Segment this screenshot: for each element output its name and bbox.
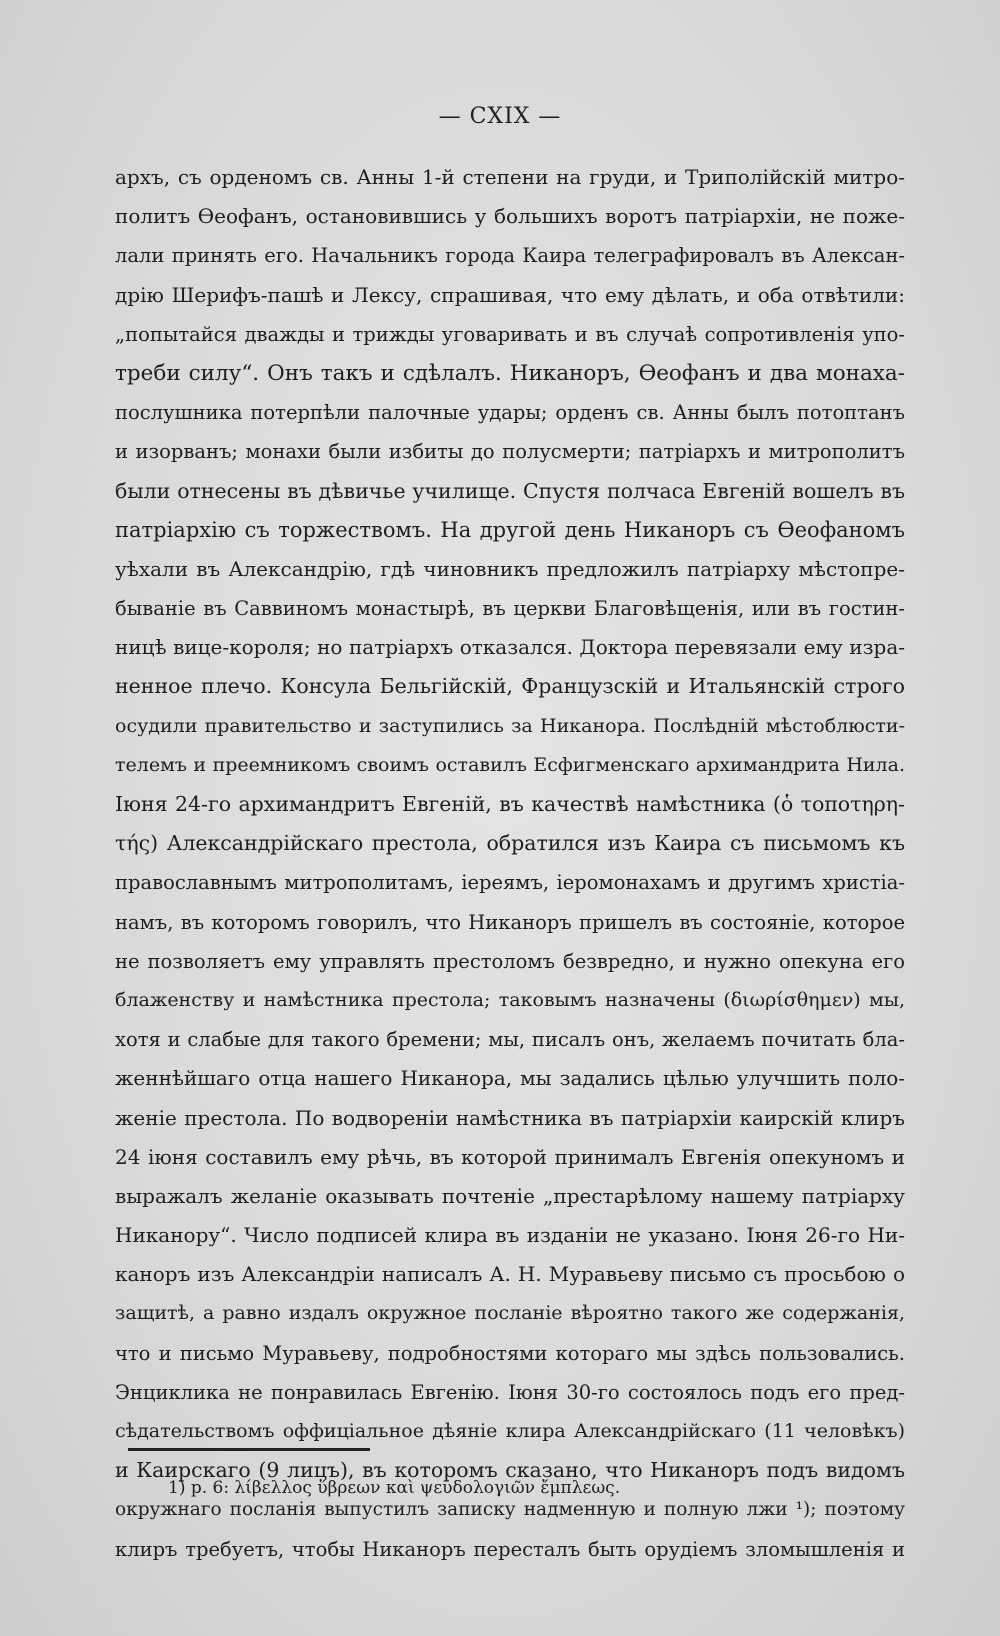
text-line: бываніе въ Саввиномъ монастырѣ, въ церкви Благовѣщенія, или въ гостин- [115,597,905,621]
text-line: архъ, съ орденомъ св. Анны 1-й степени на груди, и Триполійскій митро- [115,165,905,189]
text-line: 24 іюня составилъ ему рѣчь, въ которой принималъ Евгенія опекуномъ и [115,1144,905,1169]
text-line: православнымъ митрополитамъ, іереямъ, іеромонахамъ и другимъ христіа- [115,871,905,895]
text-line: клиръ требуетъ, чтобы Никаноръ пересталъ быть орудіемъ зломышленія и [115,1537,905,1561]
text-line: и Каирскаго (9 лицъ), въ которомъ сказано, что Никаноръ подъ видомъ [115,1458,905,1483]
text-line: „попытайся дважды и трижды уговаривать и въ случаѣ сопротивленія упо- [115,322,905,346]
text-line: треби силу“. Онъ такъ и сдѣлалъ. Никаноръ, Ѳеофанъ и два монаха- [115,360,905,386]
text-line: были отнесены въ дѣвичье училище. Спустя полчаса Евгеній вошелъ въ [115,478,905,503]
text-line: политъ Ѳеофанъ, остановившись у большихъ воротъ патріархіи, не поже- [115,204,905,229]
text-line: сѣдательствомъ оффиціальное дѣяніе клира Александрійскаго (11 человѣкъ) [115,1420,905,1442]
text-line: блаженству и намѣстника престола; таковымъ назначены (διωρίσθημεν) мы, [115,988,905,1011]
text-line: что и письмо Муравьеву, подробностями котораго мы здѣсь пользовались. [115,1341,905,1365]
text-line: и изорванъ; монахи были избиты до полусмерти; патріархъ и митрополитъ [115,440,905,464]
text-line: намъ, въ которомъ говорилъ, что Никаноръ пришелъ въ состояніе, которое [115,910,905,934]
text-line: ницѣ вице-короля; но патріархъ отказался. Доктора перевязали ему изра- [115,635,905,660]
text-line: дрію Шерифъ-пашѣ и Лексу, спрашивая, что ему дѣлать, и оба отвѣтили: [115,282,905,307]
text-line: патріархію съ торжествомъ. На другой день Никаноръ съ Ѳеофаномъ [115,517,905,542]
text-line: Никанору“. Число подписей клира въ изданіи не указано. Іюня 26-го Ни- [115,1223,905,1248]
text-line: уѣхали въ Александрію, гдѣ чиновникъ предложилъ патріарху мѣстопре- [115,556,905,581]
text-line: послушника потерпѣли палочные удары; орденъ св. Анны былъ потоптанъ [115,401,905,425]
text-line: Іюня 24-го архимандритъ Евгеній, въ качествѣ намѣстника (ὁ τοποτηρη- [115,792,905,816]
text-line: окружнаго посланія выпустилъ записку надменную и полную лжи ¹); поэтому [115,1499,905,1521]
body-text [115,158,905,1569]
text-line: женнѣйшаго отца нашего Никанора, мы задались цѣлью улучшить поло- [115,1066,905,1091]
text-line: осудили правительство и заступились за Никанора. Послѣдній мѣстоблюсти- [115,714,905,737]
text-line: не позволяетъ ему управлять престоломъ безвредно, и нужно опекуна его [115,949,905,973]
text-line: защитѣ, а равно издалъ окружное посланіе вѣроятно такого же содержанія, [115,1302,905,1325]
text-line: ненное плечо. Консула Бельгійскій, Французскій и Итальянскій строго [115,674,905,699]
text-line: выражалъ желаніе оказывать почтеніе „престарѣлому нашему патріарху [115,1183,905,1208]
footnote: 1) р. 6: λίβελλος ὕβρεων καὶ ψευδολογιῶν ἔμπλεως. [168,1478,621,1498]
text-line: телемъ и преемникомъ своимъ оставилъ Есфигменскаго архимандрита Нила. [115,753,905,776]
text-line: τής) Александрійскаго престола, обратился изъ Каира съ письмомъ къ [115,831,905,856]
text-line: хотя и слабые для такого бремени; мы, писалъ онъ, желаемъ почитать бла- [115,1028,905,1052]
text-line: лали принять его. Начальникъ города Каира телеграфировалъ въ Алексан- [115,244,905,268]
text-line: женіе престола. По водвореніи намѣстника въ патріархіи каирскій клиръ [115,1105,905,1130]
footnote-divider [128,1448,370,1451]
text-line: каноръ изъ Александріи написалъ А. Н. Муравьеву письмо съ просьбою о [115,1262,905,1287]
text-line: Энциклика не понравилась Евгенію. Іюня 30-го состоялось подъ его пред- [115,1380,905,1404]
page-header: — CXIX — [438,104,562,129]
